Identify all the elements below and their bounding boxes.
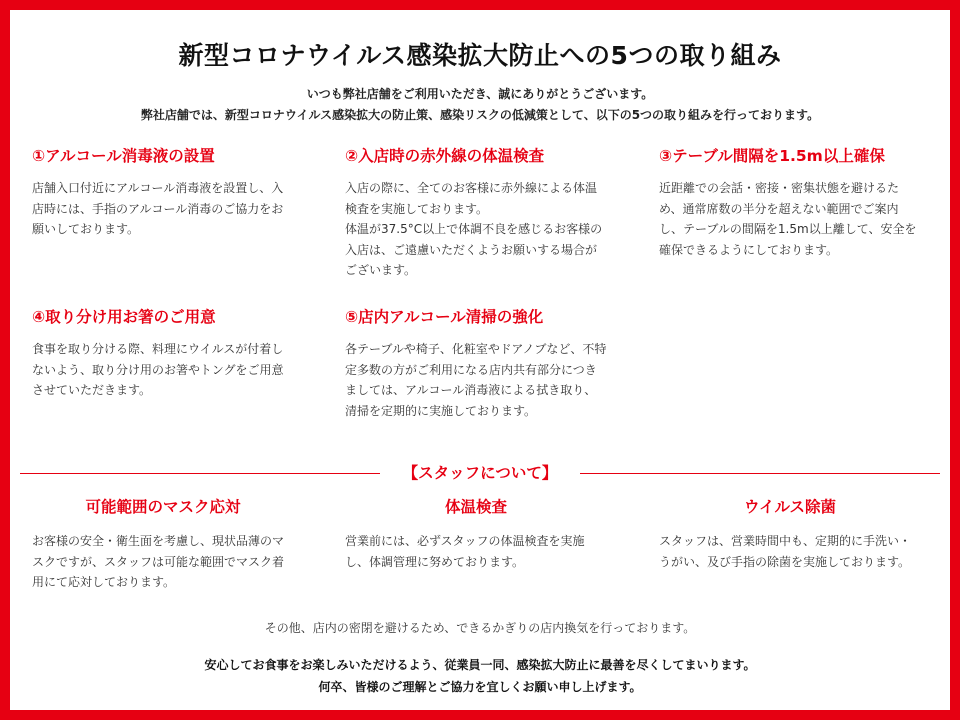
measure-heading: ①アルコール消毒液の設置 (32, 147, 215, 165)
intro-line: いつも弊社店舗をご利用いただき、誠にありがとうございます。 (306, 87, 654, 101)
staff-section-label: 【スタッフについて】 (402, 464, 558, 482)
intro-text (10, 84, 950, 126)
measure-body: 近距離での会話・密接・密集状態を避けるため、通常席数の半分を超えない範囲でご案内し、テーブルの間隔を1.5m以上離して、安全を確保できるようにしております。 (659, 181, 917, 257)
measure-body: 各テーブルや椅子、化粧室やドアノブなど、不特定多数の方がご利用になる店内共有部分につきましては、アルコール消毒液による拭き取り、清掃を定期的に実施しております。 (345, 342, 607, 418)
intro-line: 弊社店舗では、新型コロナウイルス感染拡大の防止策、感染リスクの低減策として、以下の5つの取り組みを行っております。 (140, 108, 820, 122)
staff-heading: ウイルス除菌 (743, 498, 837, 516)
closing-line: 何卒、皆様のご理解とご協力を宜しくお願い申し上げます。 (318, 680, 642, 694)
staff-body: お客様の安全・衛生面を考慮し、現状品薄のマスクですが、スタッフは可能な範囲でマスク着用にて応対しております。 (32, 534, 285, 589)
measure-alcohol-disinfectant (32, 146, 294, 240)
staff-heading: 可能範囲のマスク応対 (85, 498, 241, 516)
measure-heading: ②入店時の赤外線の体温検査 (345, 147, 545, 165)
staff-body: スタッフは、営業時間中も、定期的に手洗い・うがい、及び手指の除菌を実施しております。 (659, 534, 912, 569)
closing-message (10, 654, 950, 698)
staff-item-temperature (345, 497, 607, 572)
measure-table-spacing (659, 146, 921, 260)
measure-heading: ⑤店内アルコール清掃の強化 (345, 308, 544, 326)
staff-item-sanitizing (659, 497, 921, 572)
measure-temperature-check (345, 146, 607, 281)
staff-item-mask (32, 497, 294, 593)
notice-page (10, 10, 950, 710)
measure-heading: ④取り分け用お箸のご用意 (32, 308, 216, 326)
measure-serving-chopsticks (32, 307, 294, 401)
page-title: 新型コロナウイルス感染拡大防止への5つの取り組み (178, 41, 782, 70)
staff-body: 営業前には、必ずスタッフの体温検査を実施し、体調管理に努めております。 (345, 534, 585, 569)
staff-heading: 体温検査 (444, 498, 507, 516)
staff-section-divider (20, 462, 940, 486)
measure-body: 入店の際に、全てのお客様に赤外線による体温検査を実施しております。 体温が37.5°C以上で体調不良を感じるお客様の入店は、ご遠慮いただくようお願いする場合がございます。 (345, 181, 603, 277)
closing-line: 安心してお食事をお楽しみいただけるよう、従業員一同、感染拡大防止に最善を尽くしてまいります。 (204, 658, 756, 672)
measure-body: 店舗入口付近にアルコール消毒液を設置し、入店時には、手指のアルコール消毒のご協力をお願いしております。 (32, 181, 284, 236)
measure-body: 食事を取り分ける際、料理にウイルスが付着しないよう、取り分け用のお箸やトングをご用意させていただきます。 (32, 342, 284, 397)
ventilation-note: その他、店内の密閉を避けるため、できるかぎりの店内換気を行っております。 (264, 621, 696, 635)
measure-heading: ③テーブル間隔を1.5m以上確保 (659, 147, 885, 165)
measure-alcohol-cleaning (345, 307, 607, 421)
